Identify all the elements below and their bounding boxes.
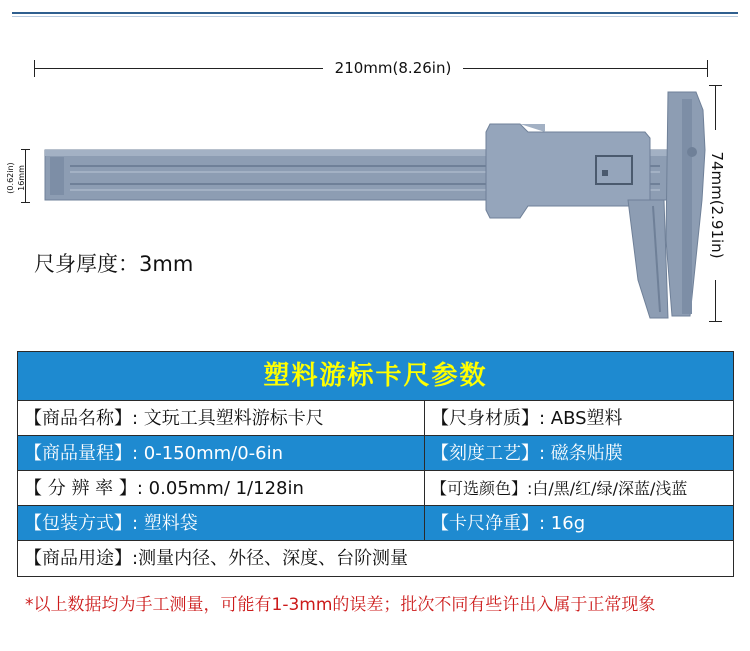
small-height-label-in: (0.62in) — [6, 162, 15, 194]
spec-packaging: 【包装方式】: 塑料袋 — [18, 506, 425, 540]
width-dimension-label: 210mm(8.26in) — [323, 56, 463, 80]
small-height-label-mm: 16mm — [17, 165, 26, 191]
spec-row — [18, 471, 733, 506]
spec-row — [18, 401, 733, 436]
spec-table-title: 塑料游标卡尺参数 — [18, 352, 733, 401]
spec-table — [17, 351, 734, 577]
spec-colors: 【可选颜色】:白/黑/红/绿/深蓝/浅蓝 — [431, 479, 688, 498]
caliper-slider — [486, 124, 650, 218]
spec-row — [18, 436, 733, 471]
caliper-rivet — [687, 147, 697, 157]
spec-scale-process: 【刻度工艺】: 磁条贴膜 — [425, 436, 733, 470]
caliper-moving-jaw — [628, 200, 668, 318]
caliper-window-mark — [602, 170, 608, 176]
spec-product-name: 【商品名称】: 文玩工具塑料游标卡尺 — [18, 401, 425, 435]
height-dimension-label: 74mm(2.91in) — [707, 130, 727, 280]
spec-row — [18, 541, 733, 576]
spec-range: 【商品量程】: 0-150mm/0-6in — [18, 436, 425, 470]
spec-row — [18, 506, 733, 541]
measurement-note: *以上数据均为手工测量，可能有1-3mm的误差；批次不同有些许出入属于正常现象 — [25, 595, 656, 615]
thickness-text: 尺身厚度：3mm — [34, 252, 194, 276]
spec-weight: 【卡尺净重】: 16g — [425, 506, 733, 540]
caliper-fixed-jaw-shade — [682, 99, 692, 314]
spec-resolution: 【 分 辨 率 】: 0.05mm/ 1/128in — [18, 471, 425, 505]
spec-usage: 【商品用途】:测量内径、外径、深度、台阶测量 — [24, 548, 409, 569]
caliper-end-cap — [50, 157, 64, 195]
spec-material: 【尺身材质】: ABS塑料 — [431, 408, 623, 429]
